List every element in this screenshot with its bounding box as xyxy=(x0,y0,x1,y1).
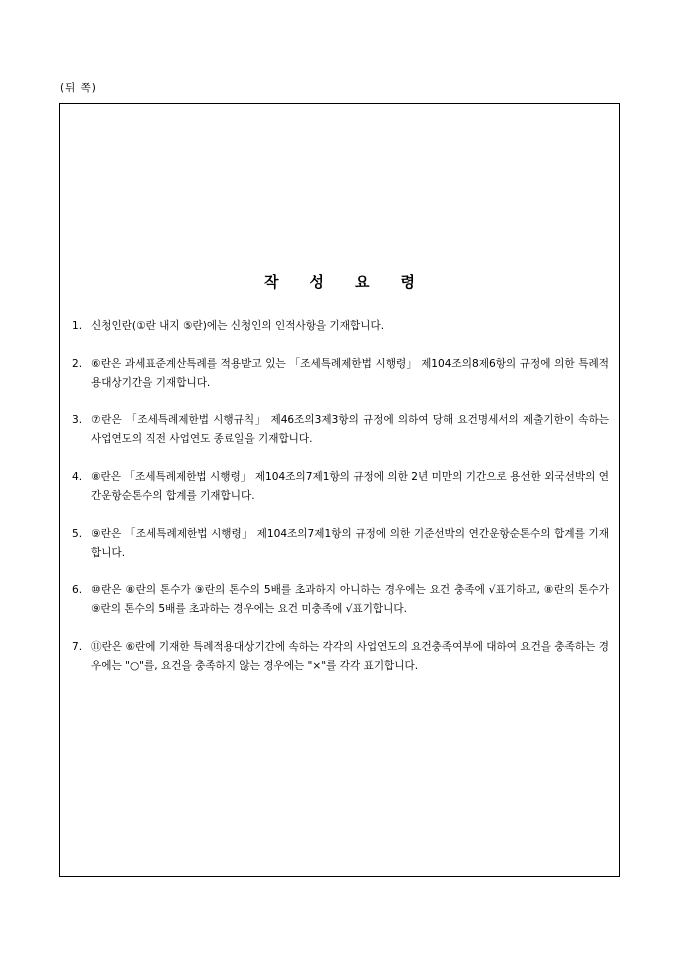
list-item xyxy=(72,411,609,449)
list-item-number: 4. xyxy=(72,471,83,484)
instructions-frame xyxy=(59,103,620,877)
list-item-number: 2. xyxy=(72,357,83,370)
list-item xyxy=(72,355,609,393)
page-side-label: (뒤 쪽) xyxy=(60,82,97,94)
list-item-text: ⑨란은 「조세특례제한법 시행령」 제104조의7제1항의 규정에 의한 기준선박의 연간운항순톤수의 합계를 기재합니다. xyxy=(91,527,609,559)
list-item xyxy=(72,317,609,336)
list-item-number: 1. xyxy=(72,320,83,332)
instruction-list xyxy=(72,317,609,695)
list-item xyxy=(72,525,609,563)
list-item-number: 3. xyxy=(72,414,83,427)
list-item xyxy=(72,638,609,676)
list-item-text: ⑪란은 ⑥란에 기재한 특례적용대상기간에 속하는 각각의 사업연도의 요건충족여부에 대하여 요건을 충족하는 경우에는 "○"를, 요건을 충족하지 않는 경우에는 "×"를 각각 표기합니다. xyxy=(91,641,609,673)
page-title: 작성요령 xyxy=(264,273,446,291)
list-item-number: 5. xyxy=(72,527,83,540)
list-item-text: ⑦란은 「조세특례제한법 시행규칙」 제46조의3제3항의 규정에 의하여 당해 요건명세서의 제출기한이 속하는 사업연도의 직전 사업연도 종료일을 기재합니다. xyxy=(91,414,609,446)
list-item xyxy=(72,581,609,619)
list-item-text: ⑥란은 과세표준계산특례를 적용받고 있는 「조세특례제한법 시행령」 제104조의8제6항의 규정에 의한 특례적용대상기간을 기재합니다. xyxy=(91,357,609,389)
list-item-text: ⑧란은 「조세특례제한법 시행령」 제104조의7제1항의 규정에 의한 2년 미만의 기간으로 용선한 외국선박의 연간운항순톤수의 합계를 기재합니다. xyxy=(91,471,609,503)
list-item-number: 6. xyxy=(72,584,83,597)
list-item-number: 7. xyxy=(72,641,83,654)
list-item-text: ⑩란은 ⑧란의 톤수가 ⑨란의 톤수의 5배를 초과하지 아니하는 경우에는 요건 충족에 √표기하고, ⑧란의 톤수가 ⑨란의 톤수의 5배를 초과하는 경우에는 요건 미충족에 √표기합니다. xyxy=(91,584,609,616)
list-item xyxy=(72,468,609,506)
list-item-text: 신청인란(①란 내지 ⑤란)에는 신청인의 인적사항을 기재합니다. xyxy=(91,320,385,332)
